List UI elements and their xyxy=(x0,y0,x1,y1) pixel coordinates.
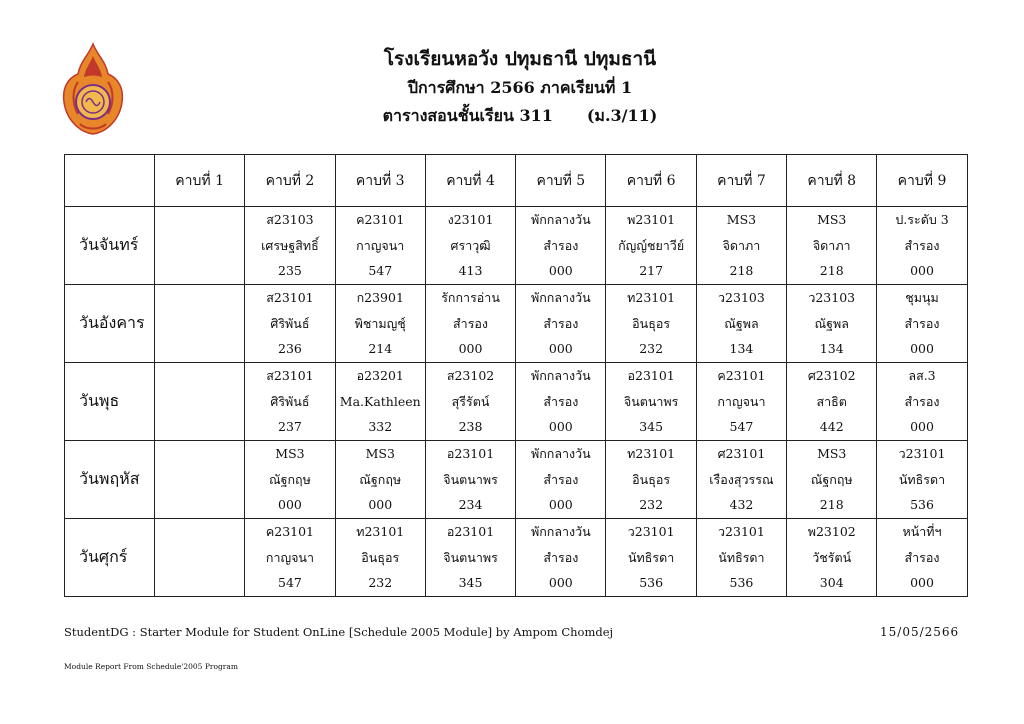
subject-code: พักกลางวัน xyxy=(530,368,591,384)
subject-code: ศ23101 xyxy=(717,446,766,462)
subject-code: ท23101 xyxy=(627,290,676,306)
schedule-cell xyxy=(696,285,786,363)
schedule-cell xyxy=(425,441,515,519)
subject-code xyxy=(155,207,244,233)
room-number: 000 xyxy=(548,419,573,435)
schedule-title-line xyxy=(260,102,780,130)
teacher-name: นัทธิรดา xyxy=(898,471,946,487)
subject-code: พักกลางวัน xyxy=(530,212,591,228)
teacher-name xyxy=(155,233,244,259)
room-number: 236 xyxy=(278,341,302,357)
teacher-name: สาธิต xyxy=(816,393,847,409)
room-number: 332 xyxy=(368,419,393,435)
subject-code xyxy=(155,519,244,545)
schedule-cell xyxy=(787,207,877,285)
teacher-name: เศรษฐสิทธิ์ xyxy=(261,237,319,253)
teacher-name: สำรอง xyxy=(543,471,579,487)
footer-report-note: Module Report From Schedule'2005 Program xyxy=(64,662,238,671)
subject-code xyxy=(155,441,244,467)
room-number xyxy=(155,414,244,440)
teacher-name: จินตนาพร xyxy=(443,549,498,565)
schedule-cell xyxy=(335,285,425,363)
subject-code: ก23901 xyxy=(356,290,404,306)
print-date: 15/05/2566 xyxy=(880,625,960,639)
room-number: 000 xyxy=(368,497,393,513)
teacher-name: วัชรัตน์ xyxy=(812,549,852,565)
subject-code: พักกลางวัน xyxy=(530,446,591,462)
room-number: 000 xyxy=(910,341,934,357)
teacher-name: สำรอง xyxy=(904,315,940,331)
schedule-cell xyxy=(877,519,967,597)
room-number xyxy=(155,336,244,362)
subject-code: MS3 xyxy=(817,212,847,228)
room-number: 134 xyxy=(729,341,754,357)
report-header xyxy=(260,44,780,130)
schedule-cell xyxy=(877,207,967,285)
subject-code: ว23101 xyxy=(718,524,765,540)
teacher-name: กาญจนา xyxy=(356,237,405,253)
room-number: 345 xyxy=(458,575,483,591)
teacher-name: สำรอง xyxy=(543,315,579,331)
day-row xyxy=(65,363,968,441)
subject-code: MS3 xyxy=(817,446,847,462)
teacher-name: Ma.Kathleen xyxy=(339,393,421,409)
schedule-title: ตารางสอนชั้นเรียน 311 xyxy=(382,106,553,125)
teacher-name: อินธุอร xyxy=(361,549,400,565)
subject-code: ว23101 xyxy=(898,446,946,462)
class-code: (ม.3/11) xyxy=(586,106,658,125)
period-header: คาบที่ 1 xyxy=(155,155,245,207)
room-number: 218 xyxy=(729,263,754,279)
schedule-cell xyxy=(696,207,786,285)
teacher-name: ณัฐกฤษ xyxy=(359,471,402,487)
schedule-cell xyxy=(335,363,425,441)
teacher-name xyxy=(155,389,244,415)
room-number: 536 xyxy=(910,497,934,513)
subject-code: MS3 xyxy=(275,446,305,462)
day-row xyxy=(65,441,968,519)
teacher-name: ณัฐกฤษ xyxy=(810,471,853,487)
room-number: 000 xyxy=(278,497,302,513)
room-number: 214 xyxy=(368,341,393,357)
room-number: 000 xyxy=(548,341,573,357)
room-number: 413 xyxy=(458,263,483,279)
subject-code: ป.ระดับ 3 xyxy=(895,212,949,228)
footer-credit: StudentDG : Starter Module for Student OnLine [Schedule 2005 Module] by Ampom Chomdej xyxy=(64,625,614,639)
schedule-cell xyxy=(606,363,696,441)
room-number: 000 xyxy=(910,263,934,279)
room-number: 217 xyxy=(639,263,664,279)
room-number: 000 xyxy=(548,263,573,279)
room-number: 232 xyxy=(639,497,664,513)
room-number: 237 xyxy=(278,419,302,435)
period-header-row xyxy=(65,155,968,207)
room-number: 547 xyxy=(278,575,302,591)
subject-code: ค23101 xyxy=(356,212,405,228)
schedule-cell xyxy=(516,207,606,285)
day-row xyxy=(65,285,968,363)
teacher-name: นัทธิรดา xyxy=(718,549,765,565)
room-number: 134 xyxy=(819,341,844,357)
teacher-name xyxy=(155,311,244,337)
schedule-table xyxy=(64,154,968,597)
schedule-cell xyxy=(787,441,877,519)
teacher-name: สำรอง xyxy=(904,549,940,565)
teacher-name: สำรอง xyxy=(543,237,579,253)
teacher-name: เรืองสุวรรณ xyxy=(709,471,774,487)
academic-term: ปีการศึกษา 2566 ภาคเรียนที่ 1 xyxy=(407,78,633,97)
schedule-cell xyxy=(787,363,877,441)
schedule-cell xyxy=(877,441,967,519)
room-number: 000 xyxy=(548,497,573,513)
day-row xyxy=(65,519,968,597)
room-number: 345 xyxy=(639,419,664,435)
schedule-cell xyxy=(155,207,245,285)
subject-code: MS3 xyxy=(365,446,395,462)
period-header: คาบที่ 7 xyxy=(696,155,786,207)
schedule-cell xyxy=(516,285,606,363)
day-label: วันศุกร์ xyxy=(65,519,155,597)
schedule-cell xyxy=(516,519,606,597)
day-label: วันพฤหัส xyxy=(65,441,155,519)
subject-code: อ23101 xyxy=(627,368,675,384)
subject-code: ส23101 xyxy=(266,290,314,306)
teacher-name: กาญจนา xyxy=(717,393,766,409)
schedule-cell xyxy=(155,285,245,363)
period-header: คาบที่ 5 xyxy=(516,155,606,207)
day-label: วันพุธ xyxy=(65,363,155,441)
subject-code: ส23102 xyxy=(446,368,495,384)
subject-code: พักกลางวัน xyxy=(530,524,591,540)
teacher-name: กาญจนา xyxy=(265,549,315,565)
room-number: 536 xyxy=(729,575,754,591)
schedule-cell xyxy=(425,207,515,285)
room-number: 218 xyxy=(819,497,844,513)
schedule-cell xyxy=(425,285,515,363)
room-number: 232 xyxy=(639,341,664,357)
day-label: วันอังคาร xyxy=(65,285,155,363)
schedule-cell xyxy=(155,363,245,441)
room-number: 536 xyxy=(639,575,664,591)
schedule-cell xyxy=(155,519,245,597)
room-number: 000 xyxy=(910,419,934,435)
room-number: 547 xyxy=(729,419,754,435)
room-number: 000 xyxy=(910,575,934,591)
schedule-cell xyxy=(877,285,967,363)
room-number: 218 xyxy=(819,263,844,279)
schedule-cell xyxy=(245,519,335,597)
subject-code: ท23101 xyxy=(627,446,676,462)
day-row xyxy=(65,207,968,285)
teacher-name: ณัฐกฤษ xyxy=(269,471,311,487)
teacher-name: ศิริพันธ์ xyxy=(270,393,310,409)
teacher-name: พิชามญชุ์ xyxy=(354,315,406,331)
period-header: คาบที่ 2 xyxy=(245,155,335,207)
subject-code: ว23103 xyxy=(808,290,856,306)
schedule-cell xyxy=(335,441,425,519)
teacher-name: สำรอง xyxy=(904,237,940,253)
teacher-name: จิดาภา xyxy=(812,237,851,253)
teacher-name: ณัฐพล xyxy=(724,315,759,331)
teacher-name: นัทธิรดา xyxy=(628,549,675,565)
school-emblem-icon xyxy=(58,42,128,136)
period-header: คาบที่ 4 xyxy=(425,155,515,207)
teacher-name: สำรอง xyxy=(543,393,579,409)
subject-code: ส23101 xyxy=(266,368,314,384)
subject-code: หน้าที่ฯ xyxy=(902,524,942,540)
teacher-name: ศราวุฒิ xyxy=(450,237,491,253)
room-number: 432 xyxy=(729,497,754,513)
subject-code: รักการอ่าน xyxy=(441,290,500,306)
schedule-cell xyxy=(245,285,335,363)
subject-code: ง23101 xyxy=(447,212,494,228)
room-number: 000 xyxy=(548,575,573,591)
room-number: 234 xyxy=(458,497,483,513)
corner-cell xyxy=(65,155,155,207)
period-header: คาบที่ 3 xyxy=(335,155,425,207)
subject-code: อ23101 xyxy=(446,524,495,540)
room-number: 547 xyxy=(368,263,393,279)
subject-code xyxy=(155,285,244,311)
subject-code: ศ23102 xyxy=(807,368,856,384)
schedule-cell xyxy=(787,519,877,597)
room-number: 000 xyxy=(458,341,483,357)
subject-code: ค23101 xyxy=(265,524,315,540)
period-header: คาบที่ 8 xyxy=(787,155,877,207)
schedule-cell xyxy=(516,363,606,441)
schedule-cell xyxy=(335,207,425,285)
teacher-name xyxy=(155,545,244,571)
teacher-name: อินธุอร xyxy=(632,315,671,331)
schedule-cell xyxy=(245,363,335,441)
subject-code: ลส.3 xyxy=(908,368,936,384)
schedule-cell xyxy=(245,441,335,519)
room-number: 235 xyxy=(278,263,302,279)
subject-code xyxy=(155,363,244,389)
teacher-name: จินตนาพร xyxy=(443,471,498,487)
period-header: คาบที่ 6 xyxy=(606,155,696,207)
schedule-cell xyxy=(425,519,515,597)
subject-code: อ23101 xyxy=(446,446,495,462)
schedule-cell xyxy=(877,363,967,441)
teacher-name: กัญญ์ชยาวีย์ xyxy=(618,237,685,253)
teacher-name: จิดาภา xyxy=(722,237,761,253)
subject-code: ชุมนุม xyxy=(905,290,939,306)
subject-code: ค23101 xyxy=(717,368,766,384)
subject-code: ส23103 xyxy=(266,212,314,228)
schedule-cell xyxy=(696,519,786,597)
room-number xyxy=(155,570,244,596)
teacher-name: ณัฐพล xyxy=(814,315,849,331)
room-number: 304 xyxy=(819,575,844,591)
schedule-cell xyxy=(696,363,786,441)
teacher-name: สำรอง xyxy=(543,549,579,565)
teacher-name: สุรีรัตน์ xyxy=(451,393,490,409)
schedule-cell xyxy=(787,285,877,363)
teacher-name: อินธุอร xyxy=(632,471,671,487)
room-number: 238 xyxy=(458,419,483,435)
schedule-cell xyxy=(516,441,606,519)
school-name: โรงเรียนหอวัง ปทุมธานี ปทุมธานี xyxy=(383,48,657,70)
subject-code: MS3 xyxy=(726,212,757,228)
subject-code: อ23201 xyxy=(356,368,404,384)
schedule-cell xyxy=(696,441,786,519)
teacher-name: ศิริพันธ์ xyxy=(270,315,310,331)
room-number: 232 xyxy=(368,575,393,591)
subject-code: ท23101 xyxy=(356,524,405,540)
schedule-cell xyxy=(425,363,515,441)
teacher-name: สำรอง xyxy=(453,315,489,331)
teacher-name: สำรอง xyxy=(904,393,940,409)
room-number: 442 xyxy=(819,419,844,435)
room-number xyxy=(155,492,244,518)
room-number xyxy=(155,258,244,284)
schedule-cell xyxy=(606,207,696,285)
schedule-cell xyxy=(606,441,696,519)
subject-code: พ23102 xyxy=(807,524,856,540)
schedule-cell xyxy=(606,519,696,597)
subject-code: พ23101 xyxy=(627,212,676,228)
schedule-cell xyxy=(245,207,335,285)
teacher-name xyxy=(155,467,244,493)
day-label: วันจันทร์ xyxy=(65,207,155,285)
schedule-cell xyxy=(335,519,425,597)
schedule-cell xyxy=(606,285,696,363)
subject-code: ว23103 xyxy=(718,290,765,306)
period-header: คาบที่ 9 xyxy=(877,155,967,207)
schedule-cell xyxy=(155,441,245,519)
subject-code: ว23101 xyxy=(627,524,675,540)
teacher-name: จินตนาพร xyxy=(623,393,679,409)
subject-code: พักกลางวัน xyxy=(530,290,591,306)
